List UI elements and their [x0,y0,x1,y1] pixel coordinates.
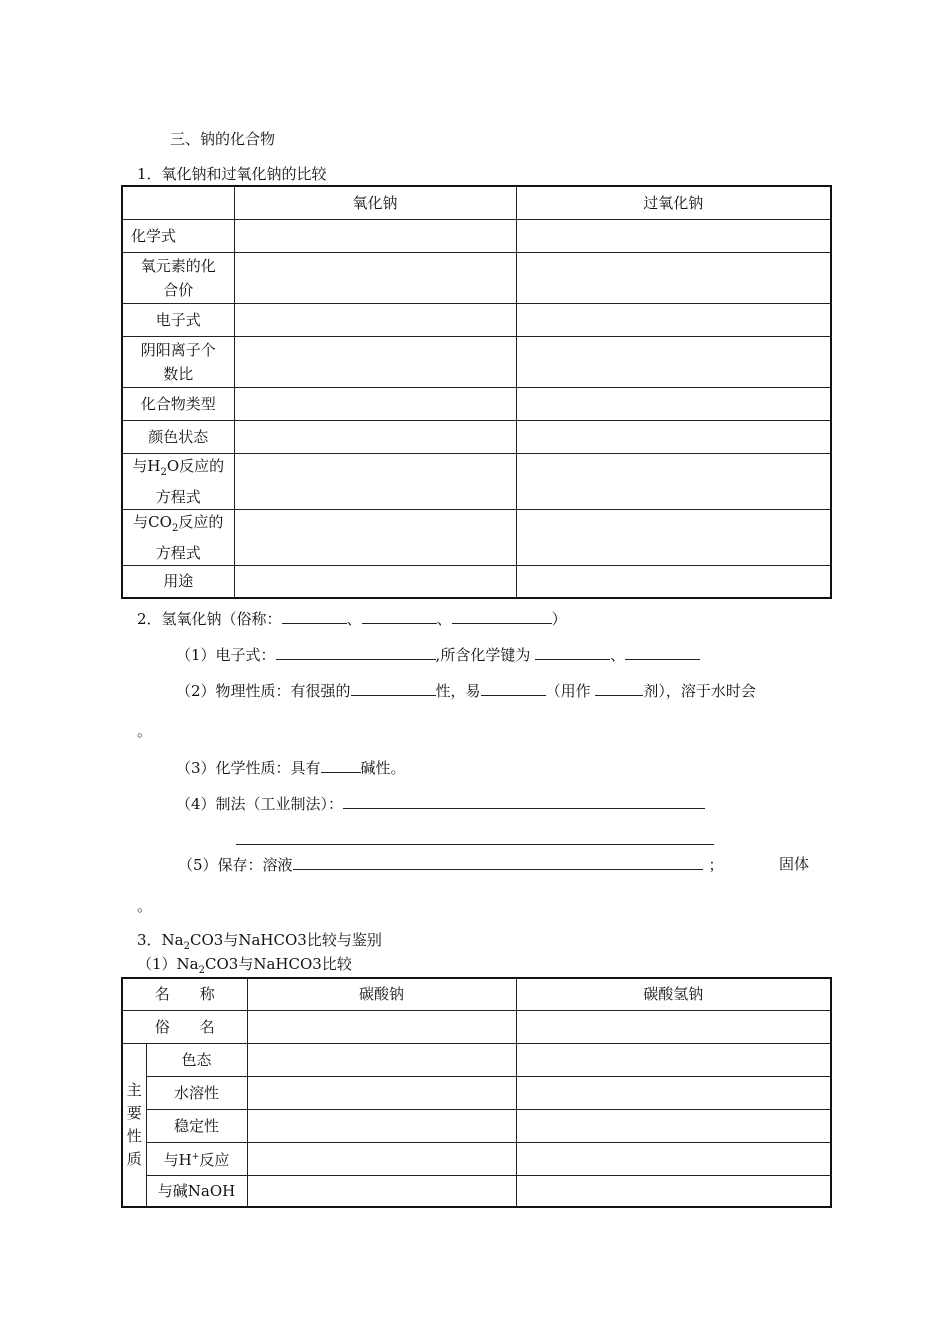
table-row [122,565,831,598]
answer-cell[interactable] [234,252,516,303]
blank-solution-storage[interactable] [293,853,703,870]
row-label-color-state: 颜色状态 [122,420,234,453]
answer-cell[interactable] [247,1076,516,1109]
table-row [122,1142,831,1175]
answer-cell[interactable] [516,219,831,252]
row-label-acid-reaction: 与H+反应 [146,1142,247,1175]
answer-cell[interactable] [516,420,831,453]
row-label-color-state: 色态 [146,1043,247,1076]
table-row [122,252,831,303]
q2-preparation-line: （4）制法（工业制法）： [176,792,705,814]
q2-chemical-line: （3）化学性质：具有 碱性。 [176,756,406,778]
answer-cell[interactable] [516,565,831,598]
answer-cell[interactable] [234,453,516,509]
table-row [122,1010,831,1043]
header-sodium-bicarbonate: 碳酸氢钠 [516,978,831,1010]
table-row [122,420,831,453]
answer-cell[interactable] [516,509,831,565]
row-label-uses: 用途 [122,565,234,598]
answer-cell[interactable] [516,336,831,387]
q2-electron-line: （1）电子式： ,所含化学键为 、 [176,643,700,665]
carbonate-table [121,977,832,1208]
answer-cell[interactable] [234,219,516,252]
blank-alkalinity[interactable] [321,756,361,773]
table-row [122,303,831,336]
row-label-electron-formula: 电子式 [122,303,234,336]
blank-preparation[interactable] [343,792,705,809]
table-row [122,1076,831,1109]
blank-preparation-line-2[interactable] [236,828,714,845]
table-header-row [122,978,831,1010]
answer-cell[interactable] [516,252,831,303]
header-sodium-peroxide: 过氧化钠 [516,186,831,219]
answer-cell[interactable] [247,1175,516,1207]
table-row [122,1109,831,1142]
table-row [122,336,831,387]
answer-cell[interactable] [516,453,831,509]
answer-cell[interactable] [516,1043,831,1076]
table-row [122,453,831,509]
section-title: 三、钠的化合物 [170,130,276,148]
table-row [122,1175,831,1207]
blank-common-name-1[interactable] [282,607,347,624]
q2-physical-line: （2）物理性质：有很强的 性，易 （用作 剂），溶于水时会 [176,679,756,701]
answer-cell[interactable] [234,387,516,420]
answer-cell[interactable] [516,303,831,336]
answer-cell[interactable] [247,1142,516,1175]
answer-cell[interactable] [516,1175,831,1207]
header-empty-cell [122,186,234,219]
row-label-water-reaction: 与$H_2O$反应的 方程式 [122,453,234,509]
q2-physical-end: 。 [137,722,153,740]
blank-property[interactable] [351,679,436,696]
row-label-formula: 化学式 [122,219,234,252]
oxide-peroxide-table [121,185,832,599]
answer-cell[interactable] [516,1109,831,1142]
group-label-main-properties: 主 要 性 质 [122,1043,146,1207]
solid-label: 固体 [779,855,810,873]
answer-cell[interactable] [234,336,516,387]
blank-bond-2[interactable] [625,643,700,660]
blank-electron-formula[interactable] [276,643,436,660]
answer-cell[interactable] [234,509,516,565]
q2-storage-line: （5）保存：溶液 ； 固体 [178,855,810,874]
answer-cell[interactable] [234,303,516,336]
header-sodium-carbonate: 碳酸钠 [247,978,516,1010]
answer-cell[interactable] [516,1142,831,1175]
q3-title: 3．$Na_2CO3$与NaHCO3比较与鉴别 [137,931,382,952]
row-label-base-reaction: 与碱NaOH [146,1175,247,1207]
blank-agent[interactable] [595,679,643,696]
answer-cell[interactable] [516,1010,831,1043]
table-row [122,509,831,565]
row-label-co2-reaction: 与$CO_2$反应的 方程式 [122,509,234,565]
answer-cell[interactable] [234,420,516,453]
row-label-solubility: 水溶性 [146,1076,247,1109]
table-row [122,1043,831,1076]
answer-cell[interactable] [516,1076,831,1109]
q2-storage-end: 。 [137,897,153,915]
row-label-common-name: 俗 名 [122,1010,247,1043]
q1-title: 1．氧化钠和过氧化钠的比较 [137,165,327,183]
row-label-stability: 稳定性 [146,1109,247,1142]
header-name: 名 称 [122,978,247,1010]
table-header-row [122,186,831,219]
table-row [122,387,831,420]
row-label-valence: 氧元素的化 合价 [122,252,234,303]
answer-cell[interactable] [516,387,831,420]
blank-common-name-3[interactable] [452,607,552,624]
row-label-compound-type: 化合物类型 [122,387,234,420]
answer-cell[interactable] [247,1010,516,1043]
table-row [122,219,831,252]
answer-cell[interactable] [247,1043,516,1076]
answer-cell[interactable] [247,1109,516,1142]
q3-subtitle: $(1)Na_2CO3$与NaHCO3比较 [137,955,352,976]
blank-bond-1[interactable] [535,643,610,660]
row-label-ion-ratio: 阴阳离子个 数比 [122,336,234,387]
answer-cell[interactable] [234,565,516,598]
header-sodium-oxide: 氧化钠 [234,186,516,219]
q2-title-line: 2．氢氧化钠（俗称： 、 、 ） [137,607,567,629]
blank-easily[interactable] [481,679,546,696]
blank-common-name-2[interactable] [362,607,437,624]
